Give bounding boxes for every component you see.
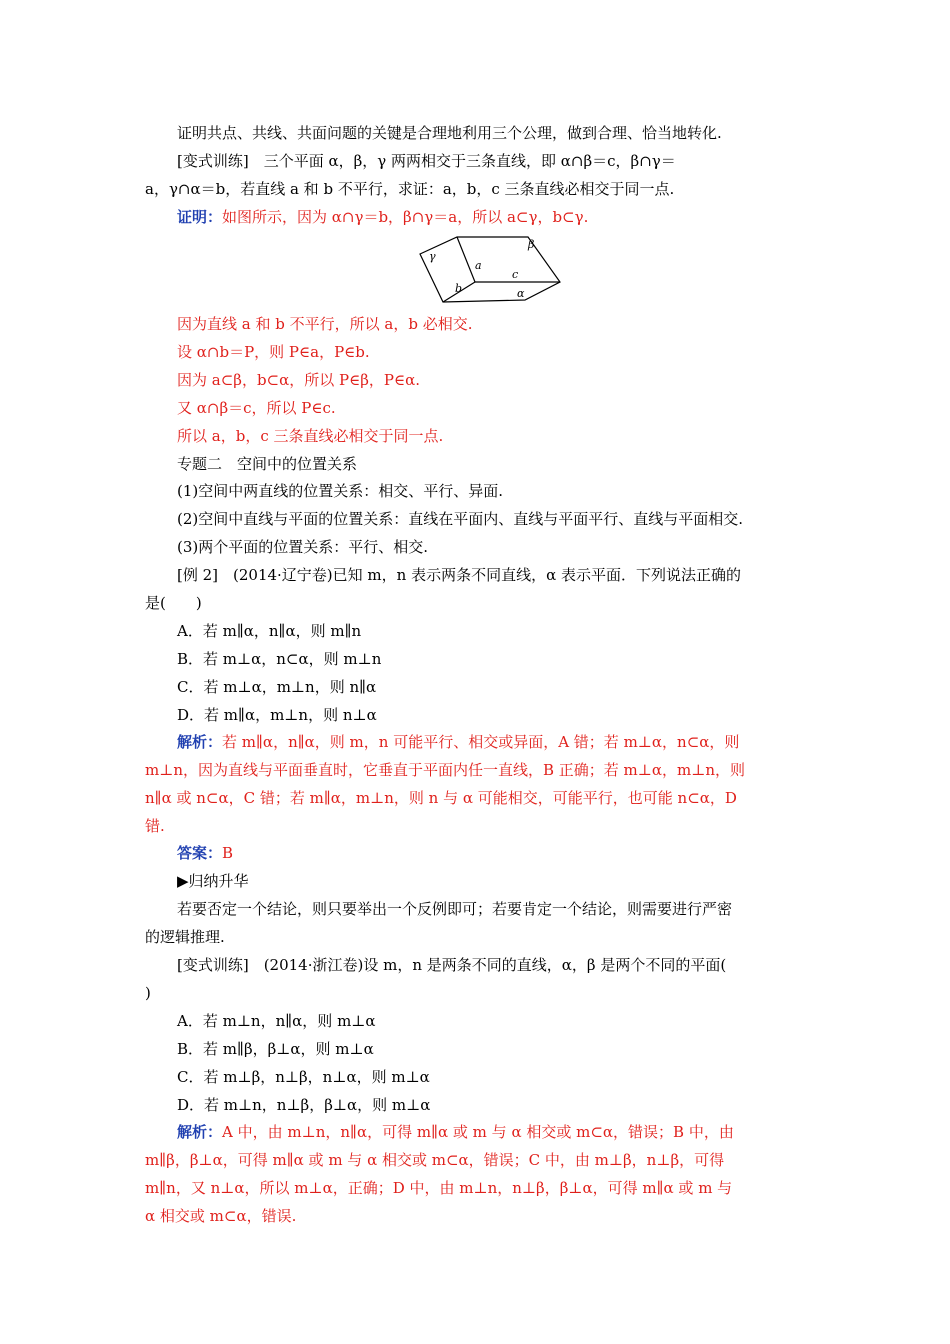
prism-outline: [420, 237, 560, 302]
text-line: a，γ∩α＝b，若直线 a 和 b 不平行，求证：a，b，c 三条直线必相交于同一点.: [145, 180, 675, 198]
analysis-line: α 相交或 m⊂α，错误.: [145, 1207, 297, 1225]
option-c: C．若 m⊥β，n⊥β，n⊥α，则 m⊥α: [177, 1068, 430, 1086]
proof-line: 设 α∩b＝P，则 P∈a，P∈b.: [177, 343, 370, 361]
edge-a: [457, 237, 475, 282]
option-a: A．若 m⊥n，n∥α，则 m⊥α: [177, 1012, 376, 1030]
exercise-question: ): [145, 984, 151, 1002]
geometry-figure: [415, 232, 565, 304]
text-line: (1)空间中两直线的位置关系：相交、平行、异面.: [177, 482, 504, 500]
answer-line: [177, 843, 842, 863]
option-d: D．若 m∥α，m⊥n，则 n⊥α: [177, 706, 377, 724]
analysis-line: m⊥n，因为直线与平面垂直时，它垂直于平面内任一直线，B 正确；若 m⊥α，m⊥n，则: [145, 761, 746, 779]
text-line: [变式训练] 三个平面 α，β，γ 两两相交于三条直线，即 α∩β＝c，β∩γ＝: [177, 152, 676, 170]
answer-label: 答案：: [177, 844, 223, 862]
text-line: 若要否定一个结论，则只要举出一个反例即可；若要肯定一个结论，则需要进行严密: [177, 900, 733, 918]
analysis-label: 解析：: [177, 1123, 223, 1141]
analysis-line: [177, 1122, 842, 1142]
text-line: (2)空间中直线与平面的位置关系：直线在平面内、直线与平面平行、直线与平面相交.: [177, 510, 744, 528]
proof-text: 如图所示，因为 α∩γ＝b，β∩γ＝a，所以 a⊂γ，b⊂γ.: [222, 208, 589, 226]
label-c: c: [512, 268, 519, 281]
example-question: [例 2] (2014·辽宁卷)已知 m，n 表示两条不同直线，α 表示平面．下列说法正确的: [177, 566, 741, 584]
option-c: C．若 m⊥α，m⊥n，则 n∥α: [177, 678, 377, 696]
example-question: 是( ): [145, 594, 202, 612]
proof-line: 所以 a，b，c 三条直线必相交于同一点.: [177, 427, 444, 445]
label-gamma: γ: [429, 250, 436, 263]
proof-line: [177, 207, 842, 227]
option-b: B．若 m∥β，β⊥α，则 m⊥α: [177, 1040, 374, 1058]
analysis-text: 若 m∥α，n∥α，则 m，n 可能平行、相交或异面，A 错；若 m⊥α，n⊂α，则: [222, 733, 740, 751]
label-beta: β: [528, 238, 535, 251]
label-b: b: [455, 282, 463, 295]
analysis-line: n∥α 或 n⊂α，C 错；若 m∥α，m⊥n，则 n 与 α 可能相交，可能平行，也可能 n⊂α，D: [145, 789, 737, 807]
analysis-line: 错.: [145, 817, 165, 835]
proof-line: 因为直线 a 和 b 不平行，所以 a，b 必相交.: [177, 315, 473, 333]
label-alpha: α: [517, 287, 525, 300]
summary-heading: ▶归纳升华: [177, 872, 249, 890]
proof-line: 又 α∩β＝c，所以 P∈c.: [177, 399, 336, 417]
analysis-line: m∥n，又 n⊥α，所以 m⊥α，正确；D 中，由 m⊥n，n⊥β，β⊥α，可得 m∥α 或 m 与: [145, 1179, 733, 1197]
label-a: a: [475, 259, 482, 272]
analysis-label: 解析：: [177, 733, 223, 751]
text-line: 证明共点、共线、共面问题的关键是合理地利用三个公理，做到合理、恰当地转化.: [177, 124, 722, 142]
section-heading: 专题二 空间中的位置关系: [177, 455, 358, 473]
text-line: (3)两个平面的位置关系：平行、相交.: [177, 538, 429, 556]
option-d: D．若 m⊥n，n⊥β，β⊥α，则 m⊥α: [177, 1096, 431, 1114]
proof-line: 因为 a⊂β，b⊂α，所以 P∈β，P∈α.: [177, 371, 420, 389]
analysis-text: A 中，由 m⊥n，n∥α，可得 m∥α 或 m 与 α 相交或 m⊂α，错误；B 中，由: [222, 1123, 734, 1141]
proof-label: 证明：: [177, 208, 223, 226]
answer-value: B: [222, 844, 234, 862]
option-b: B．若 m⊥α，n⊂α，则 m⊥n: [177, 650, 382, 668]
analysis-line: m∥β，β⊥α，可得 m∥α 或 m 与 α 相交或 m⊂α，错误；C 中，由 m⊥β，n⊥β，可得: [145, 1151, 725, 1169]
option-a: A．若 m∥α，n∥α，则 m∥n: [177, 622, 362, 640]
text-line: 的逻辑推理.: [145, 928, 225, 946]
analysis-line: [177, 732, 842, 752]
exercise-question: [变式训练] (2014·浙江卷)设 m，n 是两条不同的直线，α，β 是两个不同的平面(: [177, 956, 727, 974]
